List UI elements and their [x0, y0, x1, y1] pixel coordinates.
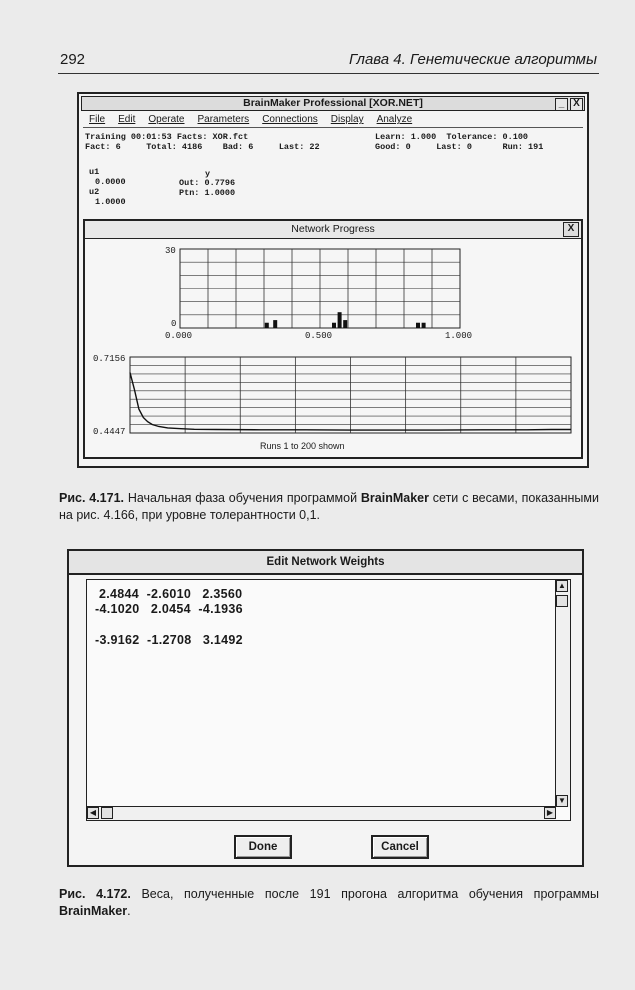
done-button[interactable]: Done — [234, 835, 292, 859]
menu-analyze[interactable]: Analyze — [376, 114, 413, 125]
brainmaker-titlebar — [81, 96, 585, 111]
histogram-bar — [332, 323, 336, 328]
weights-text-area[interactable] — [86, 579, 571, 821]
caption2-bold-word: BrainMaker — [59, 904, 128, 918]
menu-display[interactable]: Display — [330, 114, 364, 125]
histogram-x-label-1: 0.500 — [305, 331, 333, 341]
histogram-ymin-label: 0 — [171, 319, 177, 329]
scroll-up-button[interactable]: ▲ — [556, 580, 568, 592]
horizontal-scrollbar[interactable] — [87, 806, 556, 820]
histogram-bar — [265, 323, 269, 328]
menu-file[interactable]: File — [89, 114, 106, 125]
error-chart-grid — [130, 357, 571, 433]
runs-label: Runs 1 to 200 shown — [260, 441, 345, 451]
caption2-label: Рис. 4.172. — [59, 887, 131, 901]
histogram-bar — [343, 320, 347, 328]
edit-weights-title: Edit Network Weights — [69, 551, 582, 575]
u1-label: u1 — [89, 167, 100, 177]
histogram-bar — [273, 320, 277, 328]
status-line2-right: Good: 0 Last: 0 Run: 191 — [375, 142, 544, 152]
cancel-button[interactable]: Cancel — [371, 835, 429, 859]
caption2-text-end: . — [127, 904, 131, 918]
caption-fig-4-171 — [59, 490, 599, 524]
caption1-text-after: сети с весами, показанными на рис. 4.166, при уровне толерантности 0,1. — [59, 491, 599, 522]
edit-weights-dialog — [67, 549, 584, 867]
network-progress-close-button[interactable]: X — [563, 222, 579, 237]
histogram-x-label-0: 0.000 — [165, 331, 193, 341]
minimize-button[interactable]: _ — [555, 98, 568, 111]
network-progress-title-text: Network Progress — [291, 223, 375, 235]
histogram-grid — [180, 249, 460, 328]
status-line2-left: Fact: 6 Total: 4186 Bad: 6 Last: 22 — [85, 142, 320, 152]
network-progress-charts — [85, 221, 581, 457]
u2-label: u2 — [89, 187, 100, 197]
caption1-label: Рис. 4.171. — [59, 491, 125, 505]
menu-edit[interactable]: Edit — [118, 114, 136, 125]
brainmaker-window — [77, 92, 589, 468]
scroll-right-button[interactable]: ▶ — [544, 807, 556, 819]
histogram-bar — [416, 323, 420, 328]
header-rule — [58, 73, 599, 74]
scroll-down-button[interactable]: ▼ — [556, 795, 568, 807]
weights-row-3: -3.9162 -1.2708 3.1492 — [95, 633, 243, 647]
histogram-bar — [422, 323, 426, 328]
vertical-scrollbar[interactable] — [555, 580, 570, 807]
y-label: y — [205, 169, 211, 179]
network-progress-window — [83, 219, 583, 459]
line-ymin-label: 0.4447 — [93, 427, 126, 437]
weights-row-2: -4.1020 2.0454 -4.1936 — [95, 602, 243, 616]
scroll-left-button[interactable]: ◀ — [87, 807, 99, 819]
status-line1-right: Learn: 1.000 Tolerance: 0.100 — [375, 132, 529, 142]
u1-value: 0.0000 — [95, 177, 126, 187]
scroll-thumb-vertical[interactable] — [556, 595, 568, 607]
caption-fig-4-172 — [59, 886, 599, 920]
histogram-x-label-2: 1.000 — [445, 331, 473, 341]
weights-row-1: 2.4844 -2.6010 2.3560 — [99, 587, 243, 601]
out-value: Out: 0.7796 — [179, 178, 236, 188]
menu-bar — [83, 113, 583, 128]
ptn-value: Ptn: 1.0000 — [179, 188, 236, 198]
close-button[interactable]: X — [570, 98, 583, 111]
menu-parameters[interactable]: Parameters — [197, 114, 250, 125]
line-ymax-label: 0.7156 — [93, 354, 126, 364]
caption1-text-before: Начальная фаза обучения программой — [127, 491, 358, 505]
histogram-bar — [338, 312, 342, 328]
page-number: 292 — [60, 51, 86, 68]
brainmaker-title: BrainMaker Professional [XOR.NET] — [243, 97, 423, 109]
caption1-bold-word: BrainMaker — [360, 491, 429, 505]
running-head: Глава 4. Генетические алгоритмы — [348, 51, 597, 68]
scroll-thumb-horizontal[interactable] — [101, 807, 113, 819]
menu-operate[interactable]: Operate — [148, 114, 185, 125]
status-line1-left: Training 00:01:53 Facts: XOR.fct — [85, 132, 249, 142]
caption2-text: Веса, полученные после 191 прогона алгоритма обучения программы — [141, 887, 599, 901]
menu-connections[interactable]: Connections — [262, 114, 318, 125]
u2-value: 1.0000 — [95, 197, 126, 207]
histogram-ymax-label: 30 — [165, 246, 176, 256]
